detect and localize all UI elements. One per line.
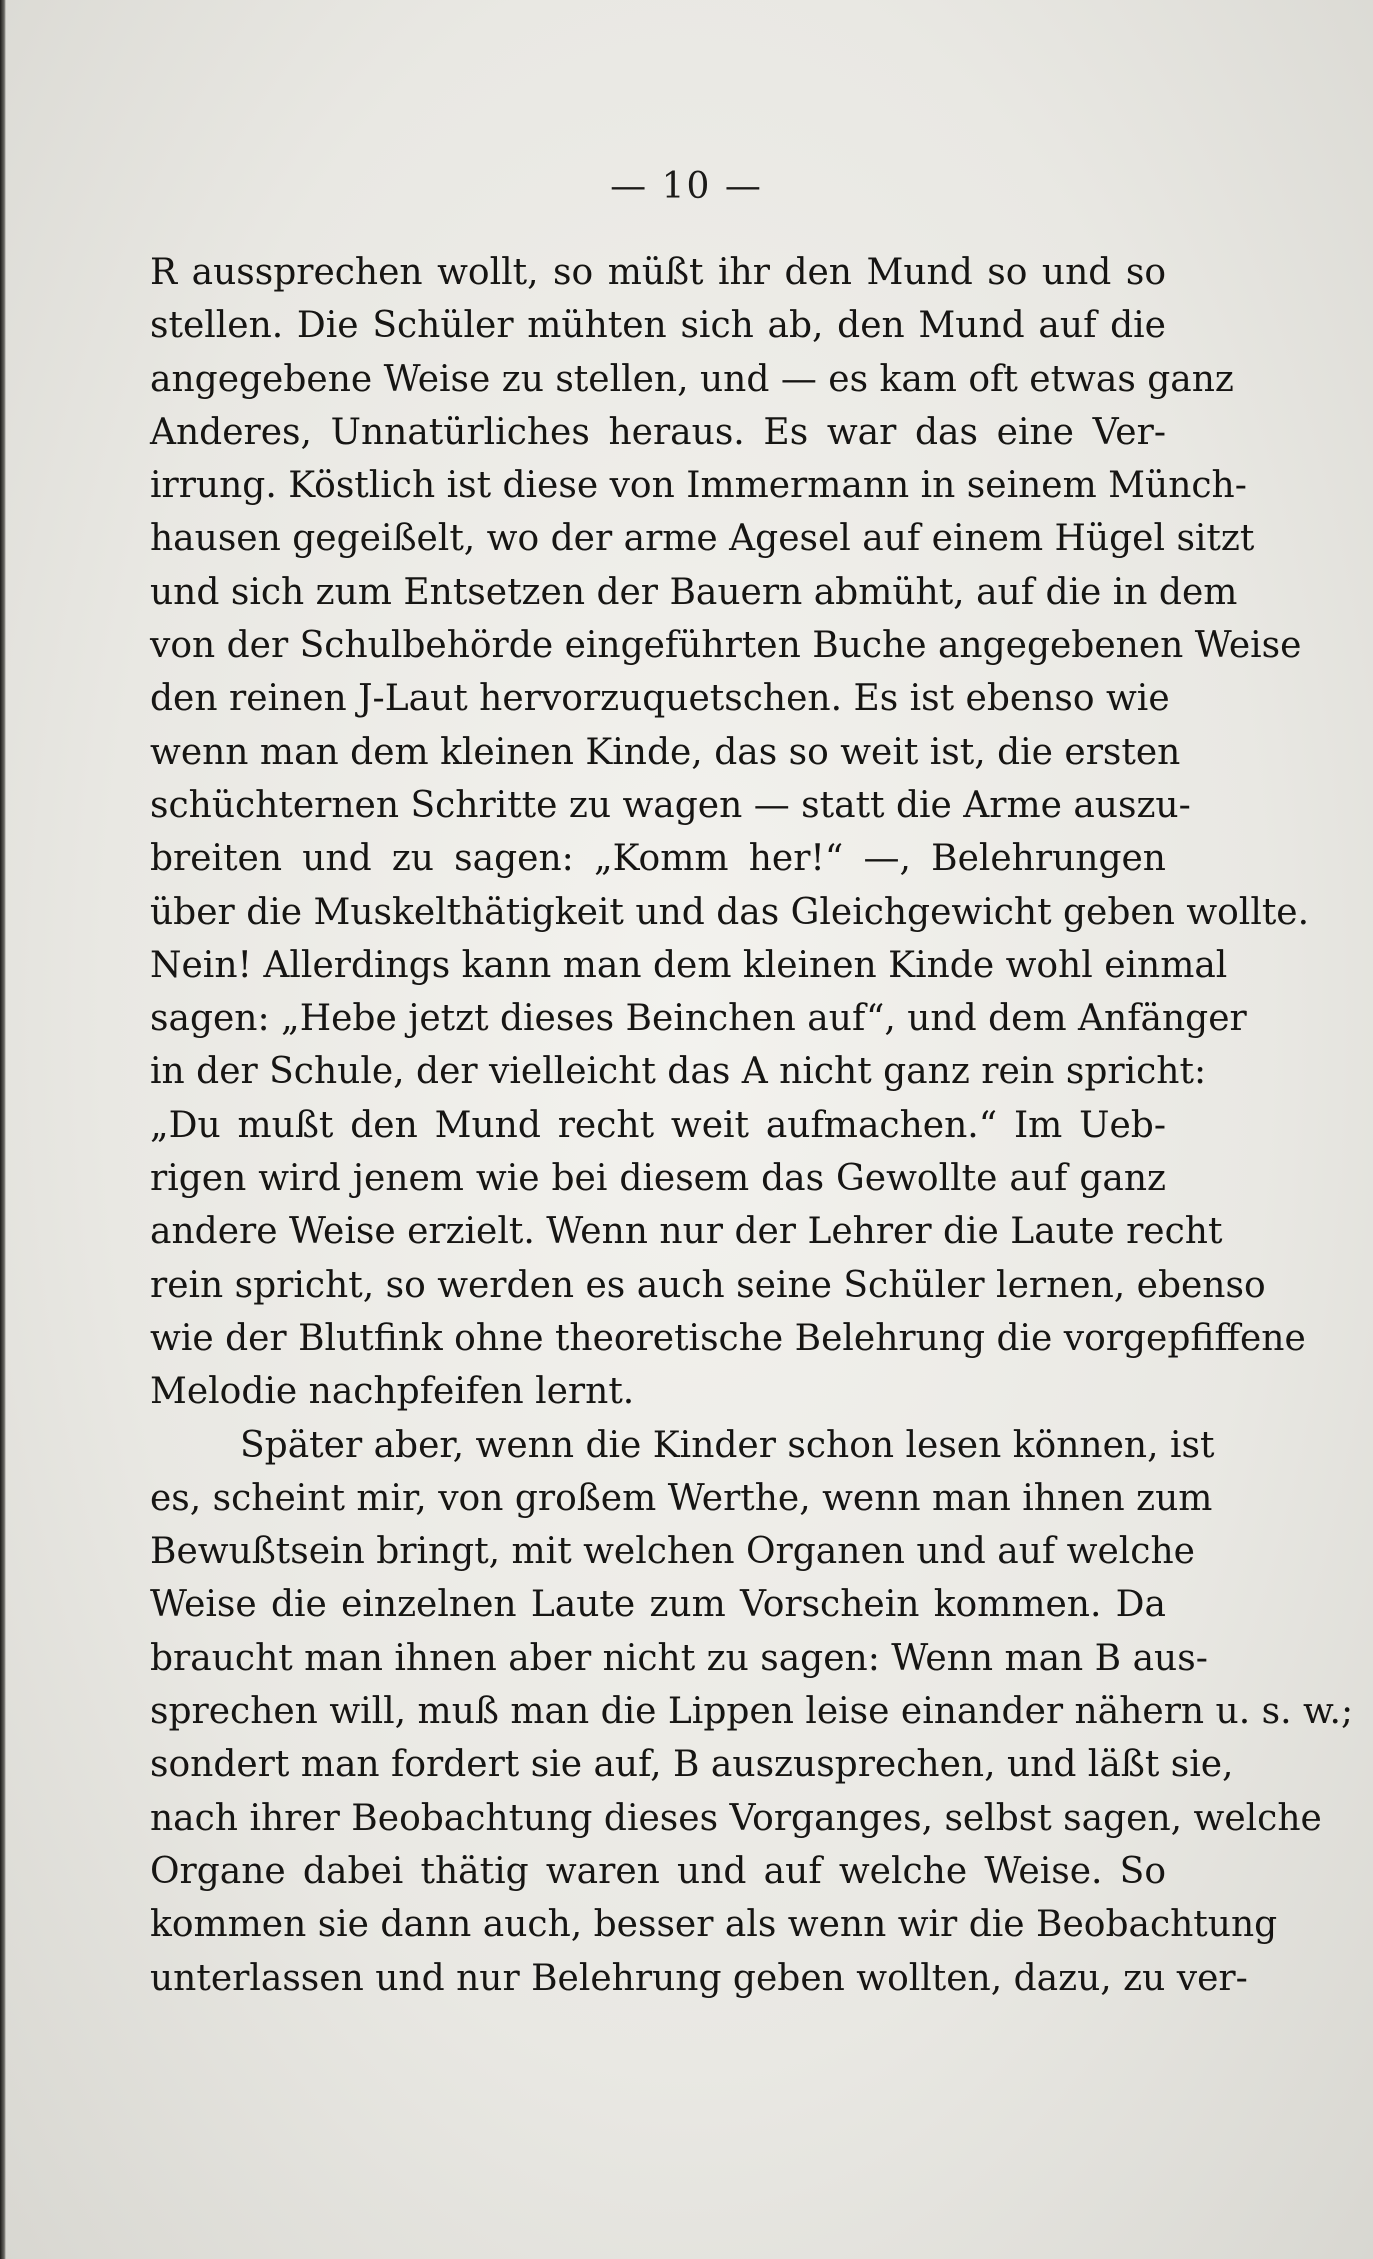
text-line: Später aber, wenn die Kinder schon lesen können, ist <box>240 1424 1215 1466</box>
text-line: und sich zum Entsetzen der Bauern abmüht, auf die in dem <box>150 571 1238 613</box>
text-line: braucht man ihnen aber nicht zu sagen: Wenn man B aus- <box>150 1637 1208 1679</box>
text-line: schüchternen Schritte zu wagen — statt die Arme auszu- <box>150 784 1191 826</box>
text-line: stellen. Die Schüler mühten sich ab, den Mund auf die <box>150 305 1166 347</box>
text-line: sprechen will, muß man die Lippen leise einander nähern u. s. w.; <box>150 1691 1354 1733</box>
text-line: wenn man dem kleinen Kinde, das so weit ist, die ersten <box>150 731 1181 773</box>
text-line: Organe dabei thätig waren und auf welche Weise. So <box>150 1850 1166 1892</box>
text-line: Nein! Allerdings kann man dem kleinen Kinde wohl einmal <box>150 944 1228 986</box>
text-line: angegebene Weise zu stellen, und — es kam oft etwas ganz <box>150 358 1234 400</box>
text-line: in der Schule, der vielleicht das A nicht ganz rein spricht: <box>150 1051 1207 1093</box>
text-line: wie der Blutfink ohne theoretische Belehrung die vorgepfiffene <box>150 1317 1306 1359</box>
text-line: sondert man fordert sie auf, B auszusprechen, und läßt sie, <box>150 1744 1234 1786</box>
text-line: nach ihrer Beobachtung dieses Vorganges, selbst sagen, welche <box>150 1797 1322 1839</box>
text-line: Melodie nachpfeifen lernt. <box>150 1371 635 1413</box>
text-line: irrung. Köstlich ist diese von Immermann in seinem Münch- <box>150 465 1247 507</box>
page-edge-shadow <box>0 0 6 2259</box>
text-line: unterlassen und nur Belehrung geben wollten, dazu, zu ver- <box>150 1957 1248 1999</box>
text-line: über die Muskelthätigkeit und das Gleichgewicht geben wollte. <box>150 891 1310 933</box>
text-line: kommen sie dann auch, besser als wenn wir die Beobachtung <box>150 1904 1278 1946</box>
text-line: es, scheint mir, von großem Werthe, wenn man ihnen zum <box>150 1477 1213 1519</box>
text-line: Bewußtsein bringt, mit welchen Organen und auf welche <box>150 1531 1195 1573</box>
text-line: andere Weise erzielt. Wenn nur der Lehrer die Laute recht <box>150 1211 1223 1253</box>
text-line: breiten und zu sagen: „Komm her!“ —, Belehrungen <box>150 838 1166 880</box>
body-text <box>150 246 1354 2005</box>
text-line: von der Schulbehörde eingeführten Buche angegebenen Weise <box>150 625 1302 667</box>
text-line: Anderes, Unnatürliches heraus. Es war das eine Ver- <box>150 411 1166 453</box>
text-line: rigen wird jenem wie bei diesem das Gewollte auf ganz <box>150 1158 1166 1200</box>
text-line: R aussprechen wollt, so müßt ihr den Mund so und so <box>150 252 1166 293</box>
page-number: — 10 — <box>610 166 763 207</box>
text-line: sagen: „Hebe jetzt dieses Beinchen auf“, und dem Anfänger <box>150 998 1247 1040</box>
text-line: Weise die einzelnen Laute zum Vorschein kommen. Da <box>150 1584 1166 1626</box>
text-line: hausen gegeißelt, wo der arme Agesel auf einem Hügel sitzt <box>150 518 1255 560</box>
text-line: den reinen J-Laut hervorzuquetschen. Es ist ebenso wie <box>150 678 1170 720</box>
text-line: rein spricht, so werden es auch seine Schüler lernen, ebenso <box>150 1264 1266 1306</box>
text-line: „Du mußt den Mund recht weit aufmachen.“ Im Ueb- <box>150 1104 1166 1146</box>
